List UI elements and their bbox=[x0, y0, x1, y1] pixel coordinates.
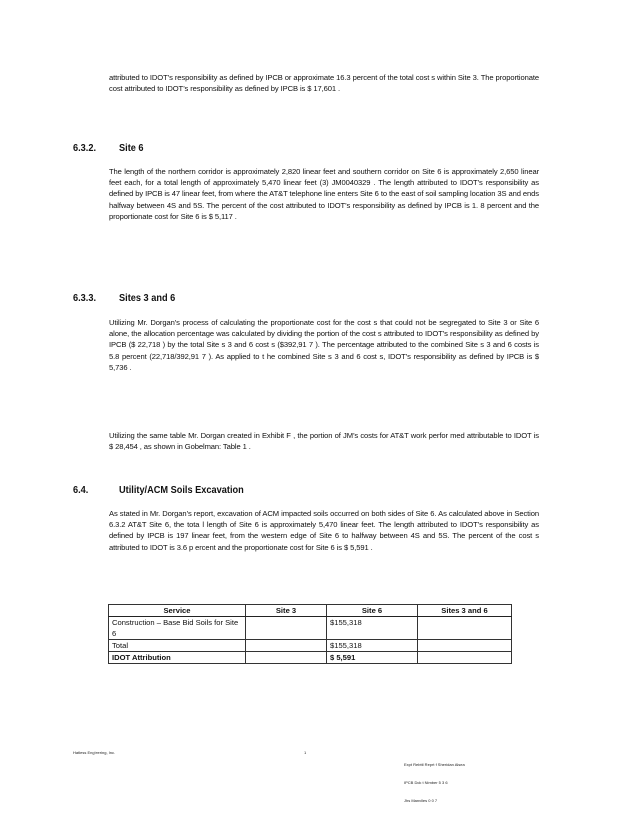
footer-page-number: 1 bbox=[304, 750, 307, 755]
table-header-row bbox=[109, 605, 512, 617]
table-cell bbox=[246, 640, 327, 652]
section-6-4-paragraph: As stated in Mr. Dorgan’s report, excavation of ACM impacted soils occurred on both sides of Site 6. As calculated above in Section 6.3.2 AT&T Site 6, the tota l length of Site 6 is approximately 5,470 linear feet. The length attributed to IDOT’s responsibility as defined by IPCB is 197 linear feet, from the western edge of Site 6 to halfway between 4S and 5S. The percent of the cost s attributed to IDOT is 3.6 p ercent and the proportionate cost for Site 6 is $ 5,591 . bbox=[109, 509, 539, 552]
intro-paragraph: attributed to IDOT’s responsibility as defined by IPCB or approximate 16.3 percent of the total cost s within Site 3. The proportionate cost attributed to IDOT’s responsibility as defined by IPCB is $ 17,601 . bbox=[109, 73, 539, 94]
footer-right bbox=[404, 750, 465, 816]
section-6-3-3-paragraph-1: Utilizing Mr. Dorgan’s process of calculating the proportionate cost for the cost s that could not be segregated to Site 3 or Site 6 alone, the allocation percentage was calculated by dividing the portion of the cost s attributed to IDOT’s responsibility as defined by IPCB ($ 22,718 ) by the total Site s 3 and 6 cost s ($392,91 7 ). The percentage attributed to the combined Site s 3 and 6 costs is 5.8 percent (22,718/392,91 7 ). As applied to t he combined Site s 3 and 6 cost s, IDOT’s responsibility as defined by IPCB is $ 5,736 . bbox=[109, 318, 539, 372]
table-cell: Construction – Base Bid Soils for Site 6 bbox=[109, 617, 246, 640]
table-cell bbox=[418, 640, 512, 652]
table-header-service: Service bbox=[109, 605, 246, 617]
table-cell bbox=[418, 652, 512, 664]
section-title: Site 6 bbox=[119, 143, 144, 154]
table-header-site-3: Site 3 bbox=[246, 605, 327, 617]
section-heading-6-4 bbox=[73, 485, 244, 496]
section-number: 6.3.3. bbox=[73, 293, 97, 304]
footer-right-line-3: Jhs Manvlles 0 0 7 bbox=[404, 798, 438, 803]
table-cell: $ 5,591 bbox=[327, 652, 418, 664]
section-number: 6.4. bbox=[73, 485, 89, 496]
table-row bbox=[109, 617, 512, 640]
section-heading-6-3-2 bbox=[73, 143, 144, 154]
section-6-3-2-paragraph: The length of the northern corridor is approximately 2,820 linear feet and southern corridor on Site 6 is approximately 2,650 linear feet each, for a total length of approximately 5,470 linear feet (3) JM0040329 . The length attributed to IDOT’s responsibility as defined by IPCB is 47 linear feet, from where the AT&T telephone line enters Site 6 to the east of soil sampling location 3S and ends halfway between 4S and 5S. The percent of the cost attributed to IDOT’s responsibility as defined by IPCB is 1. 8 percent and the proportionate cost for Site 6 is $ 5,117 . bbox=[109, 167, 539, 221]
section-title: Sites 3 and 6 bbox=[119, 293, 176, 304]
section-number: 6.3.2. bbox=[73, 143, 97, 154]
table-cell bbox=[246, 617, 327, 640]
footer-right-line-2: IPCB Dck t Nimber 5 3 6 bbox=[404, 780, 448, 785]
table-cell bbox=[246, 652, 327, 664]
section-title: Utility/ACM Soils Excavation bbox=[119, 485, 244, 496]
section-heading-6-3-3 bbox=[73, 293, 175, 304]
table-cell: IDOT Attribution bbox=[109, 652, 246, 664]
table-header-sites-3-and-6: Sites 3 and 6 bbox=[418, 605, 512, 617]
table-cell: $155,318 bbox=[327, 617, 418, 640]
footer-left: Hatless Eng'eering, Inc. bbox=[73, 750, 116, 755]
section-6-3-3-paragraph-2: Utilizing the same table Mr. Dorgan created in Exhibit F , the portion of JM’s costs for AT&T work perfor med attributable to IDOT is $ 28,454 , as shown in Gobelman: Table 1 . bbox=[109, 431, 539, 452]
table-row bbox=[109, 652, 512, 664]
table-cell: $155,318 bbox=[327, 640, 418, 652]
table-row bbox=[109, 640, 512, 652]
table-cell: Total bbox=[109, 640, 246, 652]
table-header-site-6: Site 6 bbox=[327, 605, 418, 617]
cost-table bbox=[108, 604, 512, 664]
table-cell bbox=[418, 617, 512, 640]
footer-right-line-1: Expt Rebttl Reprt f Sheridan Alsea bbox=[404, 762, 465, 767]
